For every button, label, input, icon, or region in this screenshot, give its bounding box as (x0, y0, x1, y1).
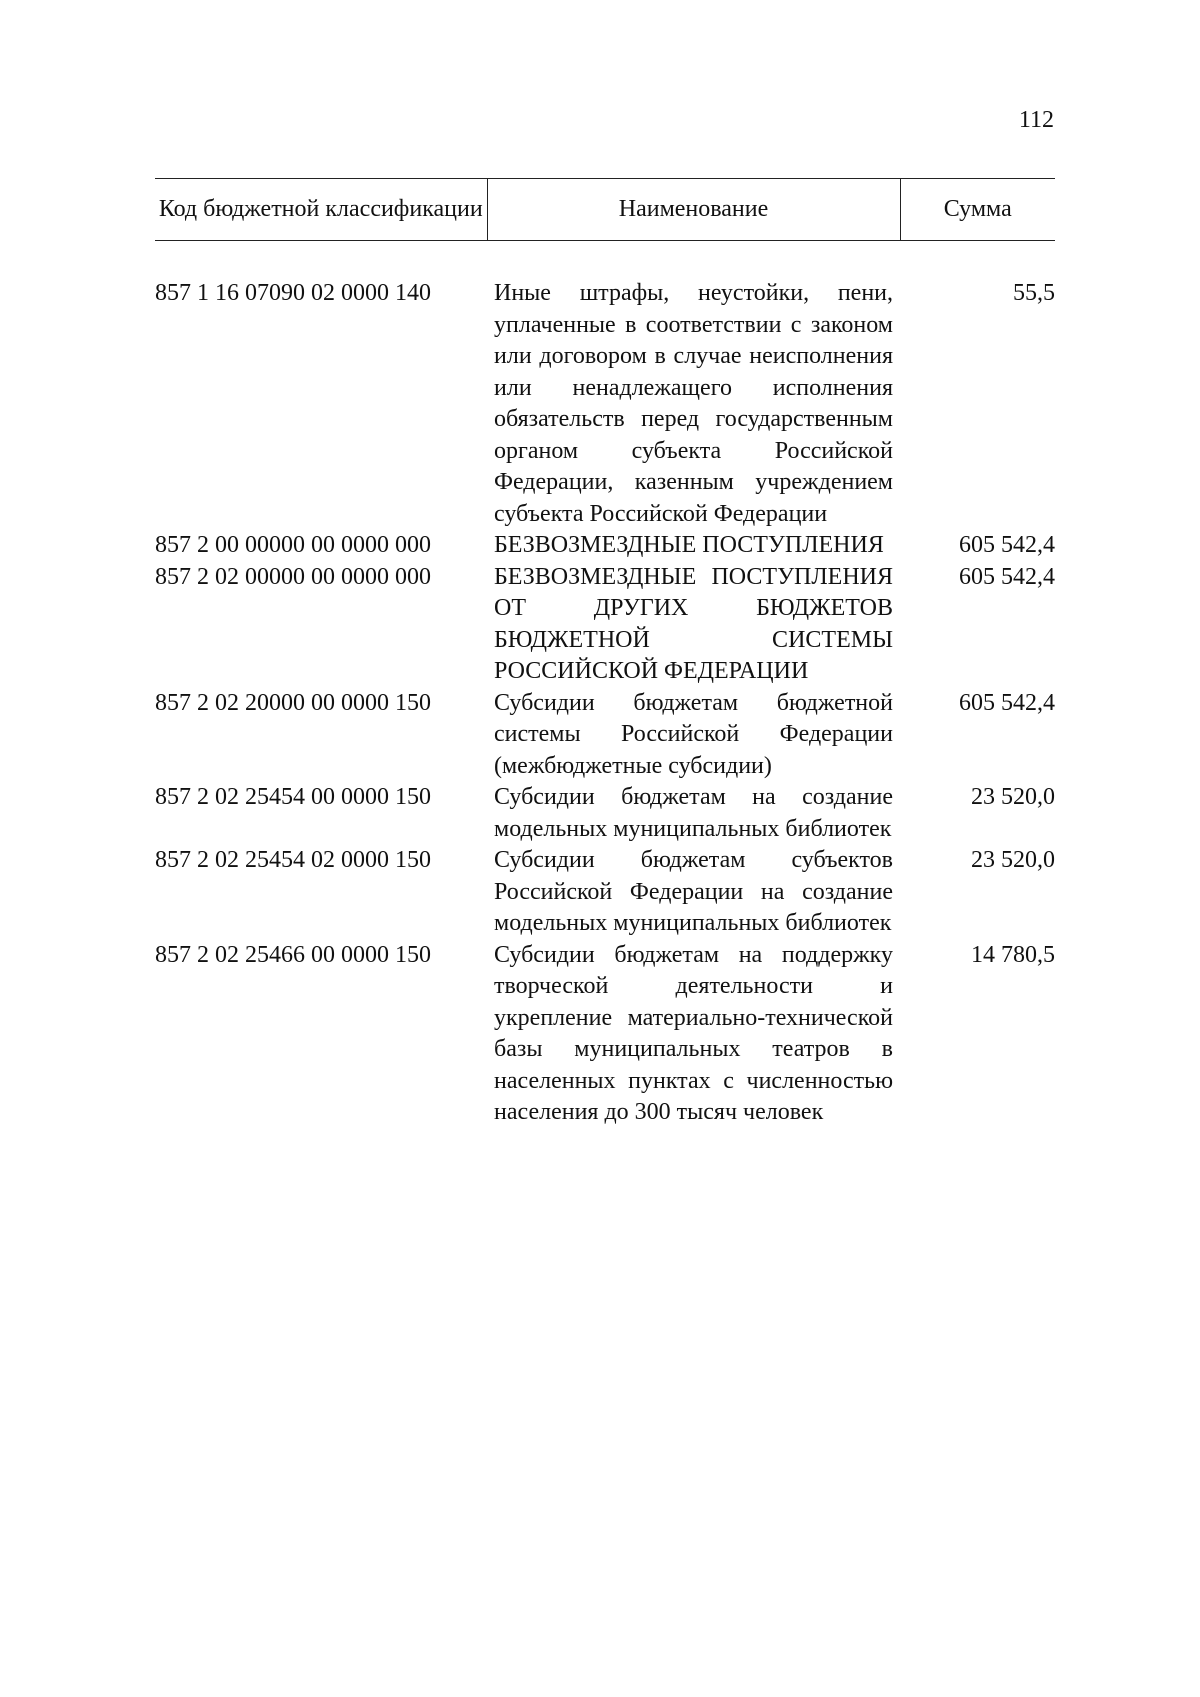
table-row (155, 688, 1055, 783)
row-name (487, 562, 900, 688)
row-name-text: Субсидии бюджетам субъектов Российской Федерации на создание модельных муниципальных библиотек (494, 847, 893, 936)
row-amount: 605 542,4 (959, 689, 1055, 716)
row-name (487, 845, 900, 940)
table-row (155, 782, 1055, 845)
table-row (155, 530, 1055, 562)
row-name (487, 278, 900, 530)
row-name-text: Субсидии бюджетам на создание модельных муниципальных библиотек (494, 784, 893, 842)
row-name-text: Субсидии бюджетам бюджетной системы Российской Федерации (межбюджетные субсидии) (494, 689, 893, 779)
budget-table (155, 178, 1055, 1129)
row-name-text: БЕЗВОЗМЕЗДНЫЕ ПОСТУПЛЕНИЯ ОТ ДРУГИХ БЮДЖЕТОВ БЮДЖЕТНОЙ СИСТЕМЫ РОССИЙСКОЙ ФЕДЕРАЦИИ (494, 563, 893, 684)
table-row (155, 278, 1055, 530)
row-code: 857 1 16 07090 02 0000 140 (155, 280, 431, 306)
row-code: 857 2 02 20000 00 0000 150 (155, 689, 431, 716)
row-code: 857 2 02 25454 02 0000 150 (155, 847, 431, 873)
row-amount: 55,5 (1013, 280, 1055, 306)
page-number: 112 (1018, 107, 1054, 133)
row-name-text: Иные штрафы, неустойки, пени, уплаченные в соответствии с законом или договором в случае неисполнения или ненадлежащего исполнения обязательств перед государственным органом субъекта Российской Федерации, казенным учреждением субъекта Российской Федерации (494, 280, 893, 527)
row-code: 857 2 00 00000 00 0000 000 (155, 532, 431, 558)
row-code: 857 2 02 25454 00 0000 150 (155, 784, 431, 810)
row-name-text: БЕЗВОЗМЕЗДНЫЕ ПОСТУПЛЕНИЯ (494, 532, 884, 558)
header-amount: Сумма (900, 179, 1055, 241)
row-amount: 605 542,4 (959, 563, 1055, 590)
row-name (487, 940, 900, 1129)
header-name: Наименование (487, 179, 900, 241)
table-row (155, 845, 1055, 940)
row-amount: 23 520,0 (971, 784, 1055, 810)
table-row (155, 562, 1055, 688)
row-name (487, 782, 900, 845)
table-row (155, 940, 1055, 1129)
table-header (155, 179, 1055, 241)
row-amount: 23 520,0 (971, 847, 1055, 873)
row-amount: 605 542,4 (959, 532, 1055, 558)
row-name (487, 688, 900, 783)
header-spacer (155, 241, 1055, 279)
row-amount: 14 780,5 (971, 941, 1055, 968)
row-code: 857 2 02 00000 00 0000 000 (155, 563, 431, 590)
row-name-text: Субсидии бюджетам на поддержку творческой деятельности и укрепление материально-технической базы муниципальных театров в населенных пунктах с численностью населения до 300 тысяч человек (494, 941, 893, 1125)
header-code: Код бюджетной классификации (155, 179, 487, 241)
row-name (487, 530, 900, 562)
row-code: 857 2 02 25466 00 0000 150 (155, 941, 431, 968)
table-body (155, 241, 1055, 1129)
